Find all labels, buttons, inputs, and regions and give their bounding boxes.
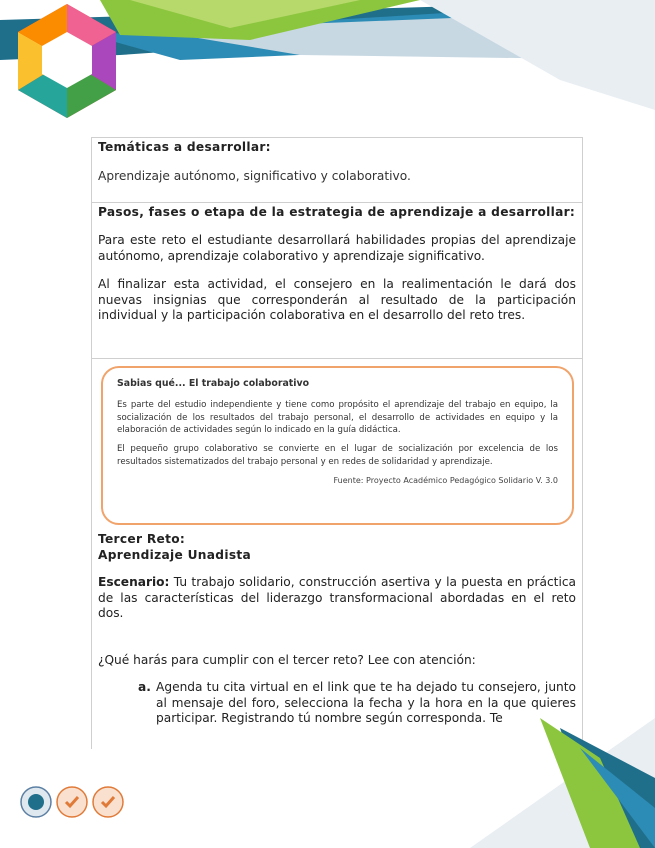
certification-seals xyxy=(20,786,124,824)
sabias-que-callout xyxy=(101,366,574,525)
pasos-title: Pasos, fases o etapa de la estrategia de aprendizaje a desarrollar: xyxy=(98,205,576,219)
pasos-paragraph-1: Para este reto el estudiante desarrollará habilidades propias del aprendizaje autónomo, aprendizaje colaborativo y aprendizaje significativo. xyxy=(98,233,576,263)
iso-seal-icon xyxy=(56,786,88,818)
tematicas-cell xyxy=(92,138,582,203)
escenario-paragraph xyxy=(98,575,576,622)
hexagon-logo xyxy=(12,2,122,120)
list-item-a-text: Agenda tu cita virtual en el link que te ha dejado tu consejero, junto al mensaje del foro, selecciona la fecha y la hora en la que quieres participar. Registrando tú nombre según corresponda. Te xyxy=(156,680,576,725)
list-marker-a: a. xyxy=(138,680,151,694)
footer-decoration xyxy=(0,718,655,848)
pasos-paragraph-2: Al finalizar esta actividad, el consejero en la realimentación le dará dos nuevas insignias que corresponderán al resultado de la participación individual y la participación colaborativa en el desarrollo del reto tres. xyxy=(98,277,576,322)
tematicas-body: Aprendizaje autónomo, significativo y colaborativo. xyxy=(98,169,411,183)
reto-title-1: Tercer Reto: xyxy=(98,532,186,546)
callout-paragraph-1: Es parte del estudio independiente y tiene como propósito el aprendizaje del trabajo en equipo, la socialización de los resultados del trabajo personal, el desarrollo de actividades en equipo y la elaboración de actividades según lo indicado en la guía didáctica. xyxy=(117,399,558,436)
reto-title-2: Aprendizaje Unadista xyxy=(98,548,252,562)
pasos-cell xyxy=(92,203,582,359)
reto-question: ¿Qué harás para cumplir con el tercer reto? Lee con atención: xyxy=(98,652,476,667)
callout-title: Sabias qué... El trabajo colaborativo xyxy=(117,378,310,389)
iso-seal-icon xyxy=(92,786,124,818)
callout-paragraph-2: El pequeño grupo colaborativo se convierte en el lugar de socialización por excelencia de los resultados sistematizados del trabajo personal y en redes de solidaridad y aprendizaje. xyxy=(117,444,558,467)
callout-source: Fuente: Proyecto Académico Pedagógico Solidario V. 3.0 xyxy=(333,475,558,485)
tematicas-title: Temáticas a desarrollar: xyxy=(98,140,271,154)
certification-seal-icon xyxy=(20,786,52,818)
content-table xyxy=(91,137,583,749)
escenario-label: Escenario: xyxy=(98,575,170,589)
escenario-text: Tu trabajo solidario, construcción asertiva y la puesta en práctica de las características del liderazgo transformacional abordadas en el reto dos. xyxy=(98,575,576,620)
reto-cell xyxy=(92,366,582,759)
